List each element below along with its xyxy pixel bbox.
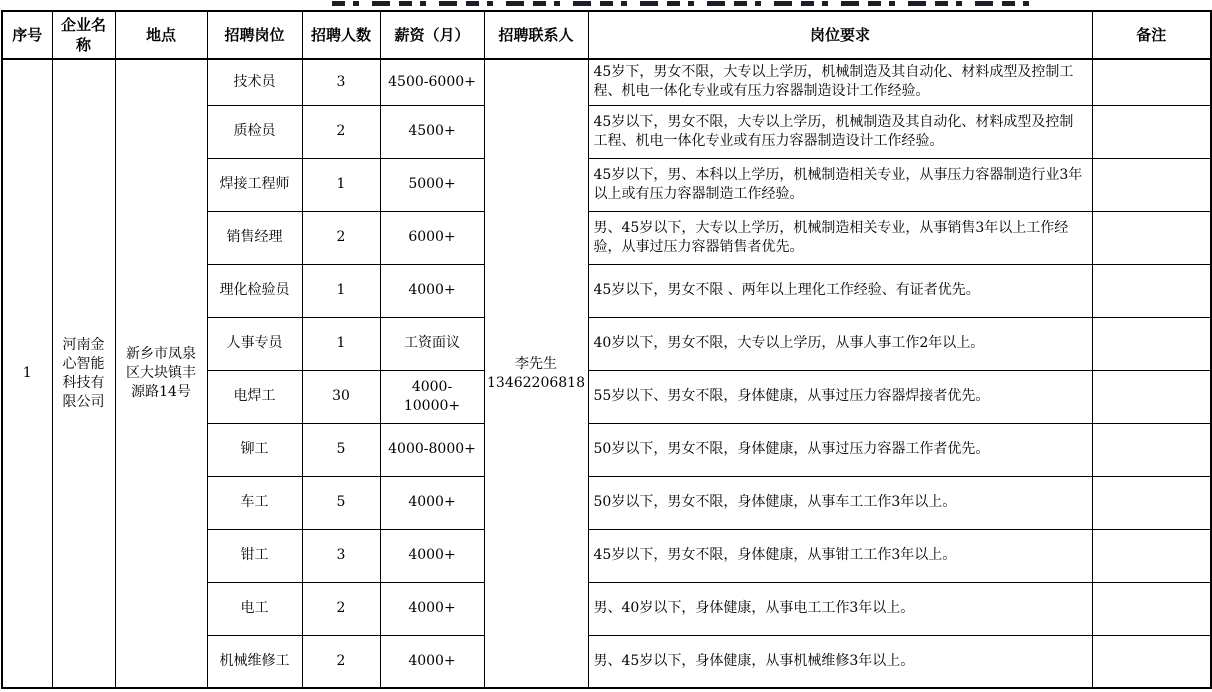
position-cell: 技术员 [207, 59, 302, 105]
position-cell: 电焊工 [207, 370, 302, 423]
salary-cell: 工资面议 [380, 317, 484, 370]
headcount-cell: 2 [302, 211, 380, 264]
position-cell: 焊接工程师 [207, 158, 302, 211]
requirements-cell: 45岁以下，男女不限 、两年以上理化工作经验、有证者优先。 [588, 264, 1092, 317]
requirements-cell: 50岁以下，男女不限，身体健康，从事车工工作3年以上。 [588, 476, 1092, 529]
serial-cell: 1 [2, 59, 52, 688]
salary-cell: 4500+ [380, 105, 484, 158]
position-cell: 销售经理 [207, 211, 302, 264]
clipped-page-title-fragment [332, 1, 1038, 6]
note-cell [1092, 59, 1211, 105]
requirements-cell: 55岁以下、男女不限，身体健康，从事过压力容器焊接者优先。 [588, 370, 1092, 423]
position-cell: 电工 [207, 582, 302, 635]
salary-cell: 4000+ [380, 264, 484, 317]
position-cell: 车工 [207, 476, 302, 529]
position-cell: 理化检验员 [207, 264, 302, 317]
salary-cell: 6000+ [380, 211, 484, 264]
contact-phone: 13462206818 [487, 374, 585, 391]
position-cell: 钳工 [207, 529, 302, 582]
note-cell [1092, 105, 1211, 158]
requirements-cell: 45岁以下，男、本科以上学历，机械制造相关专业，从事压力容器制造行业3年以上或有压力容器制造工作经验。 [588, 158, 1092, 211]
note-cell [1092, 370, 1211, 423]
requirements-cell: 45岁以下，男女不限，大专以上学历，机械制造及其自动化、材料成型及控制工程、机电一体化专业或有压力容器制造设计工作经验。 [588, 105, 1092, 158]
requirements-cell: 45岁下，男女不限，大专以上学历，机械制造及其自动化、材料成型及控制工程、机电一体化专业或有压力容器制造设计工作经验。 [588, 59, 1092, 105]
headcount-cell: 5 [302, 423, 380, 476]
header-position: 招聘岗位 [207, 11, 302, 59]
requirements-cell: 50岁以下，男女不限，身体健康，从事过压力容器工作者优先。 [588, 423, 1092, 476]
note-cell [1092, 635, 1211, 688]
note-cell [1092, 264, 1211, 317]
salary-cell: 4000+ [380, 529, 484, 582]
header-row [2, 11, 1211, 59]
salary-cell: 4000+ [380, 476, 484, 529]
headcount-cell: 3 [302, 529, 380, 582]
requirements-cell: 男、45岁以下，身体健康，从事机械维修3年以上。 [588, 635, 1092, 688]
contact-cell [484, 59, 588, 688]
salary-cell: 4000+ [380, 582, 484, 635]
note-cell [1092, 317, 1211, 370]
headcount-cell: 1 [302, 264, 380, 317]
header-contact: 招聘联系人 [484, 11, 588, 59]
headcount-cell: 2 [302, 582, 380, 635]
contact-name: 李先生 [515, 355, 557, 372]
header-location: 地点 [115, 11, 207, 59]
header-note: 备注 [1092, 11, 1211, 59]
headcount-cell: 3 [302, 59, 380, 105]
requirements-cell: 40岁以下，男女不限，大专以上学历，从事人事工作2年以上。 [588, 317, 1092, 370]
position-cell: 机械维修工 [207, 635, 302, 688]
header-headcount: 招聘人数 [302, 11, 380, 59]
table-row [2, 59, 1211, 105]
salary-cell: 4500-6000+ [380, 59, 484, 105]
position-cell: 质检员 [207, 105, 302, 158]
salary-cell: 4000-8000+ [380, 423, 484, 476]
location-cell: 新乡市凤泉区大块镇丰源路14号 [115, 59, 207, 688]
recruitment-table [1, 10, 1212, 689]
note-cell [1092, 158, 1211, 211]
headcount-cell: 1 [302, 158, 380, 211]
salary-cell: 5000+ [380, 158, 484, 211]
headcount-cell: 30 [302, 370, 380, 423]
headcount-cell: 1 [302, 317, 380, 370]
header-serial: 序号 [2, 11, 52, 59]
requirements-cell: 男、40岁以下，身体健康，从事电工工作3年以上。 [588, 582, 1092, 635]
requirements-cell: 45岁以下，男女不限，身体健康，从事钳工工作3年以上。 [588, 529, 1092, 582]
salary-cell: 4000+ [380, 635, 484, 688]
note-cell [1092, 211, 1211, 264]
company-name-cell: 河南金心智能科技有限公司 [52, 59, 115, 688]
headcount-cell: 5 [302, 476, 380, 529]
headcount-cell: 2 [302, 105, 380, 158]
header-company-name: 企业名称 [52, 11, 115, 59]
position-cell: 人事专员 [207, 317, 302, 370]
position-cell: 铆工 [207, 423, 302, 476]
requirements-cell: 男、45岁以下，大专以上学历，机械制造相关专业，从事销售3年以上工作经验，从事过压力容器销售者优先。 [588, 211, 1092, 264]
note-cell [1092, 529, 1211, 582]
headcount-cell: 2 [302, 635, 380, 688]
header-requirements: 岗位要求 [588, 11, 1092, 59]
header-salary: 薪资（月） [380, 11, 484, 59]
note-cell [1092, 476, 1211, 529]
note-cell [1092, 423, 1211, 476]
salary-cell: 4000-10000+ [380, 370, 484, 423]
note-cell [1092, 582, 1211, 635]
